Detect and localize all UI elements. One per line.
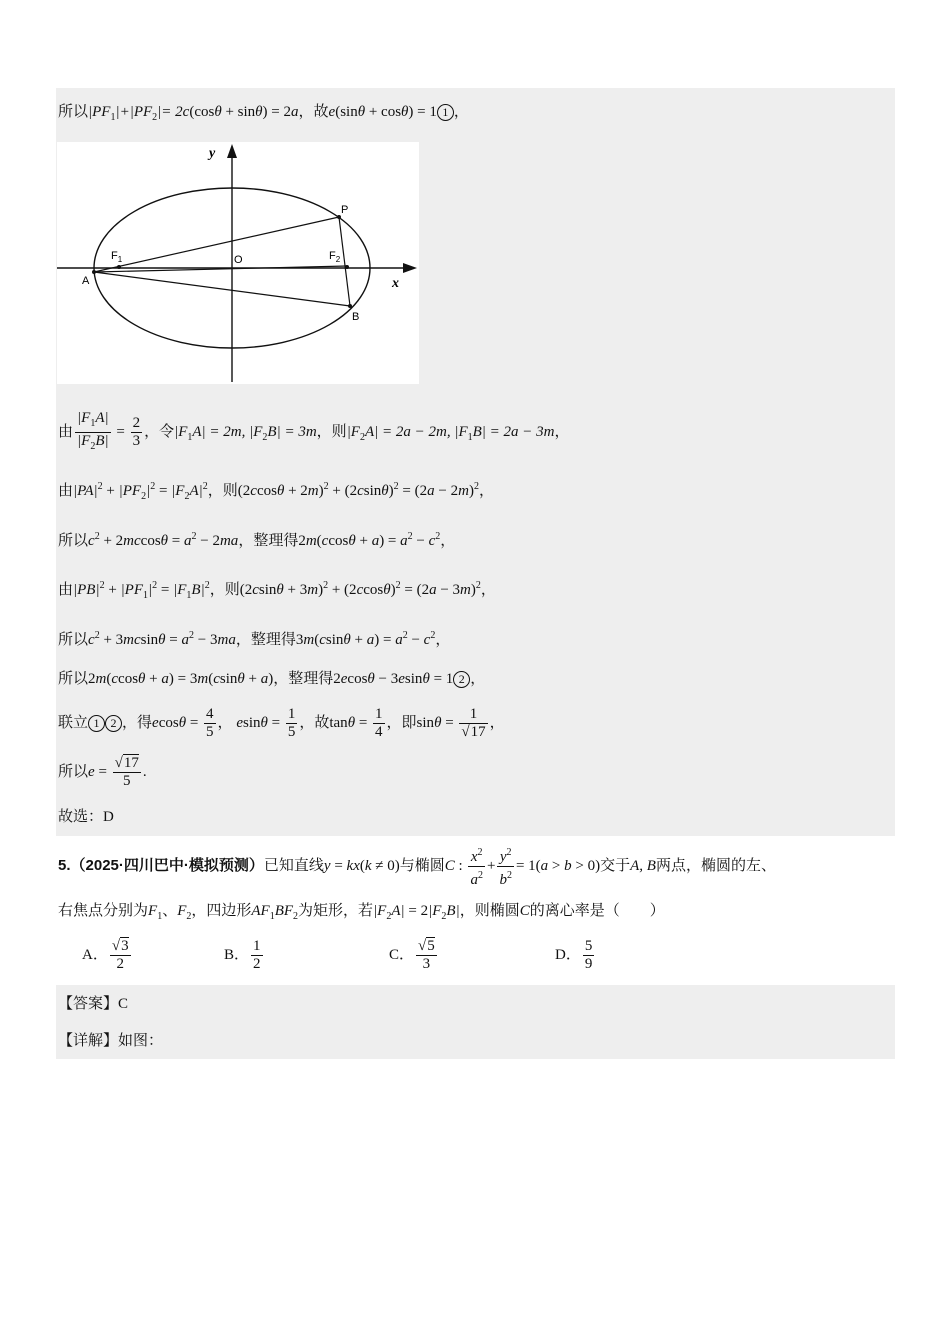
option-b[interactable]: B． $\frac{1}{2}$ (224, 938, 261, 972)
question-5-line-2: 右焦点分别为$F_1$、$F_2$，四边形$AF_1BF_2$为矩形，若$|F_2A| = 2|F_2B|$，则椭圆C的离心率是（ ） (58, 903, 665, 922)
solution-line-1: 所以$|PF_1|+|PF_2|= 2c(\cos\theta + \sin\theta) = 2a$，故e(sinθ + cosθ) = 1 1 ， (58, 104, 469, 123)
circled-1-icon: 1 (88, 715, 105, 732)
svg-text:x: x (392, 276, 399, 291)
question-5-line-1: 5.（2025·四川巴中·模拟预测）已知直线y = kx(k ≠ 0)与椭圆C : $\frac{x^2}{a^2}$ + $\frac{y^2}{b^2}$ = 1(a > b > 0)交于A, B两点，椭圆的左、 (58, 844, 776, 889)
ellipse-figure (57, 142, 419, 384)
solution-line-7: 所以2m(ccosθ + a) = 3m(csinθ + a)，整理得2ecosθ − 3esinθ = 1 2 ， (58, 671, 486, 687)
option-c[interactable]: C． $\frac{√5}{3}$ (389, 938, 435, 972)
question-5-answer: 【答案】C (58, 996, 129, 1012)
svg-text:A: A (82, 275, 90, 287)
circled-2-icon: 2 (453, 671, 470, 688)
solution-line-6: 所以$c^2 + 3mcsin\theta = a^2 - 3ma$，整理得$3m(csin\theta + a) = a^2 - c^2$， (58, 630, 451, 648)
solution-line-4: 所以$c^2 + 2mccos\theta = a^2 - 2ma$，整理得$2m(ccos\theta + a) = a^2 - c^2$， (58, 531, 456, 549)
svg-text:P: P (341, 204, 349, 216)
solution-line-2: 由 $\frac{|F_1A|}{|F_2B|}$ = $\frac{2}{3}$ ，令$|F_1A| = 2m$, $|F_2B| = 3m$，则$|F_2A| = 2a - 2m$, $|F_1B| = 2a - 3m$， (58, 410, 570, 452)
solution-line-9: 所以e = $\frac{√17}{5}$ . (58, 755, 147, 790)
solution-line-8: 联立 1 2 ，得ecosθ = $\frac{4}{5}$ ， esinθ = $\frac{1}{5}$ ，故tanθ = $\frac{1}{4}$ ，即sinθ = $\frac{1}{√17}$ ， (58, 706, 505, 741)
svg-text:F1: $F_1$ (111, 250, 123, 264)
option-d[interactable]: D． $\frac{5}{9}$ (555, 938, 593, 972)
question-5-detail: 【详解】如图： (58, 1033, 164, 1049)
ellipse-diagram (57, 142, 419, 384)
answer-block-shade (56, 985, 895, 1059)
solution-line-3: 由$|PA|^2 + |PF_2|^2 = |F_2A|^2$，则$(2ccos\theta + 2m)^2 + (2csin\theta)^2 = (2a - 2m)^2$， (58, 481, 494, 502)
question-number: 5.（2025·四川巴中·模拟预测） (58, 856, 264, 874)
svg-text:B: B (352, 311, 360, 323)
circled-2-icon: 2 (105, 715, 122, 732)
option-a[interactable]: A． $\frac{√3}{2}$ (82, 938, 129, 972)
solution-line-5: 由$|PB|^2 + |PF_1|^2 = |F_1B|^2$，则$(2csin\theta + 3m)^2 + (2ccos\theta)^2 = (2a - 3m)^2$， (58, 580, 496, 601)
previous-answer: 故选：D (58, 809, 114, 825)
circled-1-icon: 1 (437, 104, 454, 121)
svg-text:y: y (209, 146, 216, 161)
svg-text:O: O (234, 254, 243, 266)
svg-text:F2: $F_2$ (329, 250, 341, 264)
